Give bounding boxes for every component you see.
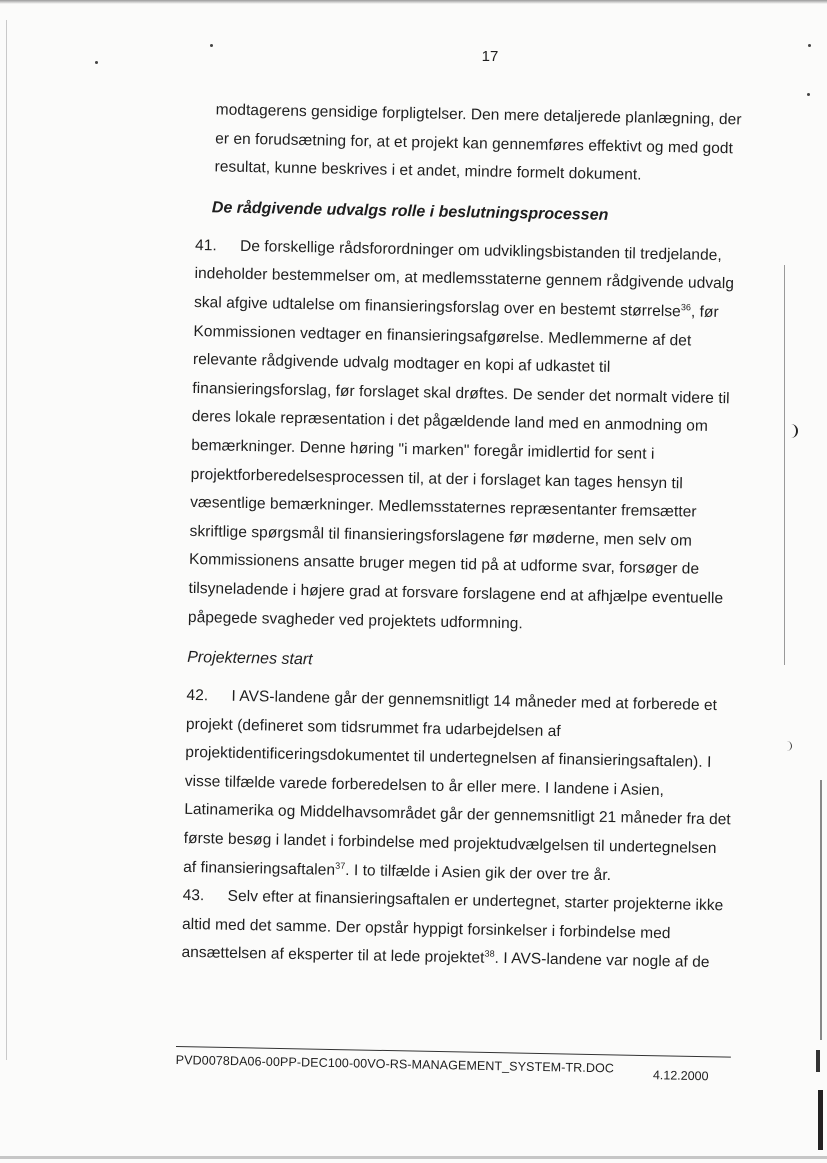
paragraph-text: I AVS-landene går der gennemsnitligt 14 måneder med at forberede et projekt (defineret som tidsrummet fra udarbejdelsen af projektidentificeringsdokumentet til undertegnelsen af finansieringsaftalen). I visse tilfælde varede forberedelsen to år eller mere. I landene i Asien, Latinamerika og Middelhavsområdet går der gennemsnitligt 21 måneder fra det første besøg i landet i forbindelse med projektudvælgelsen til undertegnelsen af finansieringsaftalen xyxy=(183,687,731,879)
footnote-ref: 36 xyxy=(680,302,692,313)
scan-right-edge xyxy=(820,780,822,1040)
scan-speck xyxy=(808,44,811,47)
paragraph-text: De forskellige rådsforordninger om udviklingsbistanden til tredjelande, indeholder bestemmelser om, at medlemsstaterne gennem rådgivende udvalg skal afgive udtalelse om finansieringsforslag over en bestemt størrelse xyxy=(193,237,735,321)
paragraph-text: , før Kommissionen vedtager en finansieringsafgørelse. Medlemmerne af det relevante rådgivende udvalg modtager en kopi af udkastet til finansieringsforslag, før forslaget skal drøftes. De sender det normalt videre til deres lokale repræsentation i det pågældende land med en anmodning om bemærkninger. Denne høring "i marken" foregår imidlertid for sent i projektforberedelsesprocessen til, at der i forslaget kan tages hensyn til væsentlige bemærkninger. Medlemsstaternes repræsentanter fremsætter skriftlige spørgsmål til finansieringsforslagene før møderne, men selv om Kommissionens ansatte bruger megen tid på at udforme svar, forsøger de tilsyneladende i højere grad at forsvare forslagene end at afhjælpe eventuelle påpegede svagheder ved projektets udformning. xyxy=(187,303,730,632)
paragraph-text: . I to tilfælde i Asien gik der over tre år. xyxy=(345,861,612,884)
footnote-ref: 37 xyxy=(335,860,346,871)
margin-bracket xyxy=(787,741,792,751)
margin-bracket xyxy=(791,424,798,438)
paragraph-number: 41. xyxy=(194,236,217,255)
intro-paragraph: modtagerens gensidige forpligtelser. Den mere detaljerede planlægning, der er en forudsætning for, at et projekt kan gennemføres effektivt og med godt resultat, kunne beskrives i et andet, mindre formelt dokument. xyxy=(214,101,742,184)
margin-line xyxy=(784,265,785,665)
scan-speck xyxy=(807,93,810,96)
paragraph-number: 42. xyxy=(186,686,209,705)
scan-speck xyxy=(210,44,213,47)
scan-right-edge-dark xyxy=(818,1090,823,1150)
paragraph-text: Selv efter at finansieringsaftalen er undertegnet, starter projekterne ikke altid med det samme. Der opstår hyppigt forsinkelser i forbindelse med ansættelsen af eksperter til at lede projektet xyxy=(181,887,724,968)
paragraph-42 xyxy=(183,682,735,893)
page-number: 17 xyxy=(481,48,499,65)
footer-document-code: PVD0078DA06-00PP-DEC100-00VO-RS-MANAGEMENT_SYSTEM-TR.DOC xyxy=(175,1052,615,1076)
scan-right-edge-mark xyxy=(816,1050,820,1072)
footer-date: 4.12.2000 xyxy=(652,1068,709,1084)
page-footer xyxy=(176,1046,731,1082)
scan-speck xyxy=(95,61,98,64)
paragraph-text: . I AVS-landene var nogle af de xyxy=(494,950,710,972)
footnote-ref: 38 xyxy=(484,948,495,960)
paragraph-43 xyxy=(181,882,731,978)
paragraph-41 xyxy=(188,232,744,643)
page-content xyxy=(181,96,746,978)
paragraph-number: 43. xyxy=(182,887,205,905)
scan-top-edge xyxy=(0,0,827,4)
section-heading-project-start: Projekternes start xyxy=(187,648,313,669)
section-heading-advisory-committees: De rådgivende udvalgs rolle i beslutningsprocessen xyxy=(211,199,609,224)
scan-left-edge xyxy=(6,20,7,1060)
scan-bottom-edge xyxy=(0,1156,827,1159)
